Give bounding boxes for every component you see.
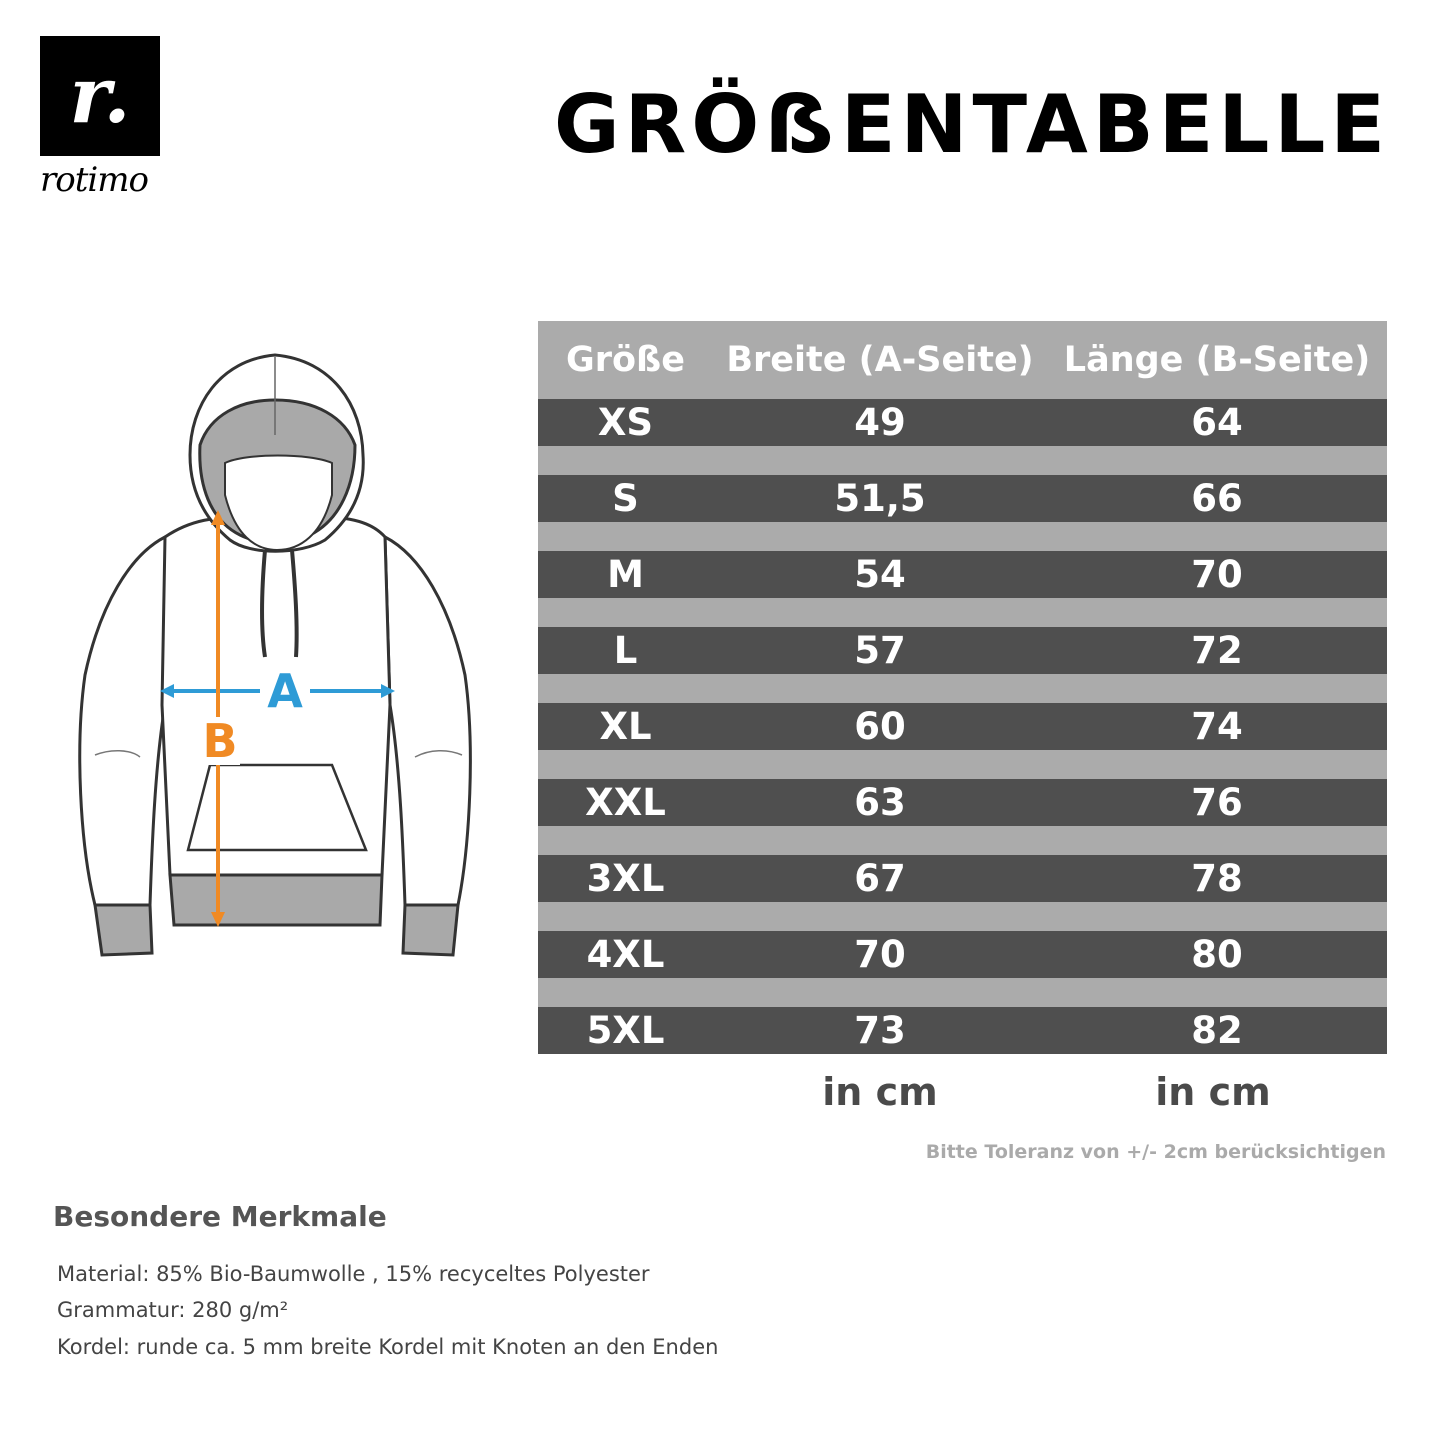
features-title: Besondere Merkmale bbox=[53, 1200, 387, 1233]
cell-size: S bbox=[538, 475, 713, 522]
cell-length: 76 bbox=[1047, 779, 1387, 826]
cell-length: 78 bbox=[1047, 855, 1387, 902]
row-spacer bbox=[538, 902, 1387, 931]
header-size: Größe bbox=[538, 321, 713, 399]
cell-width: 73 bbox=[713, 1007, 1047, 1054]
right-cuff bbox=[403, 905, 458, 955]
size-table bbox=[538, 321, 1387, 1054]
cell-size: 5XL bbox=[538, 1007, 713, 1054]
cell-length: 82 bbox=[1047, 1007, 1387, 1054]
unit-width: in cm bbox=[822, 1070, 938, 1114]
table-row bbox=[538, 779, 1387, 826]
unit-length: in cm bbox=[1155, 1070, 1271, 1114]
table-row bbox=[538, 855, 1387, 902]
cell-length: 74 bbox=[1047, 703, 1387, 750]
table-row bbox=[538, 931, 1387, 978]
row-spacer bbox=[538, 674, 1387, 703]
cell-width: 54 bbox=[713, 551, 1047, 598]
brand-logo-name: rotimo bbox=[40, 160, 148, 200]
cell-width: 51,5 bbox=[713, 475, 1047, 522]
table-row bbox=[538, 475, 1387, 522]
cell-width: 57 bbox=[713, 627, 1047, 674]
cell-width: 70 bbox=[713, 931, 1047, 978]
tolerance-note: Bitte Toleranz von +/- 2cm berücksichtigen bbox=[925, 1141, 1386, 1163]
table-row bbox=[538, 399, 1387, 446]
waistband bbox=[170, 875, 382, 925]
row-spacer bbox=[538, 446, 1387, 475]
row-spacer bbox=[538, 750, 1387, 779]
hoodie-measurement-diagram bbox=[70, 345, 490, 965]
cell-size: 3XL bbox=[538, 855, 713, 902]
cell-width: 60 bbox=[713, 703, 1047, 750]
table-row bbox=[538, 627, 1387, 674]
cell-width: 67 bbox=[713, 855, 1047, 902]
cell-length: 70 bbox=[1047, 551, 1387, 598]
cell-size: XS bbox=[538, 399, 713, 446]
brand-logo-mark: r. bbox=[40, 36, 160, 156]
cell-width: 49 bbox=[713, 399, 1047, 446]
row-spacer bbox=[538, 522, 1387, 551]
cell-length: 80 bbox=[1047, 931, 1387, 978]
cell-width: 63 bbox=[713, 779, 1047, 826]
table-header-row bbox=[538, 321, 1387, 399]
label-b: B bbox=[202, 714, 238, 768]
feature-weight: Grammatur: 280 g/m² bbox=[57, 1298, 289, 1322]
cell-length: 64 bbox=[1047, 399, 1387, 446]
table-row bbox=[538, 551, 1387, 598]
table-row bbox=[538, 1007, 1387, 1054]
page-title: GRÖẞENTABELLE bbox=[553, 78, 1390, 171]
row-spacer bbox=[538, 598, 1387, 627]
row-spacer bbox=[538, 978, 1387, 1007]
cell-size: L bbox=[538, 627, 713, 674]
cell-length: 72 bbox=[1047, 627, 1387, 674]
left-cuff bbox=[95, 905, 152, 955]
feature-material: Material: 85% Bio-Baumwolle , 15% recyceltes Polyester bbox=[57, 1262, 650, 1286]
row-spacer bbox=[538, 826, 1387, 855]
feature-cord: Kordel: runde ca. 5 mm breite Kordel mit Knoten an den Enden bbox=[57, 1335, 719, 1359]
cell-size: 4XL bbox=[538, 931, 713, 978]
header-length: Länge (B-Seite) bbox=[1047, 321, 1387, 399]
label-a: A bbox=[267, 664, 303, 718]
table-row bbox=[538, 703, 1387, 750]
cell-size: M bbox=[538, 551, 713, 598]
cell-size: XL bbox=[538, 703, 713, 750]
header-width: Breite (A-Seite) bbox=[713, 321, 1047, 399]
cell-length: 66 bbox=[1047, 475, 1387, 522]
cell-size: XXL bbox=[538, 779, 713, 826]
